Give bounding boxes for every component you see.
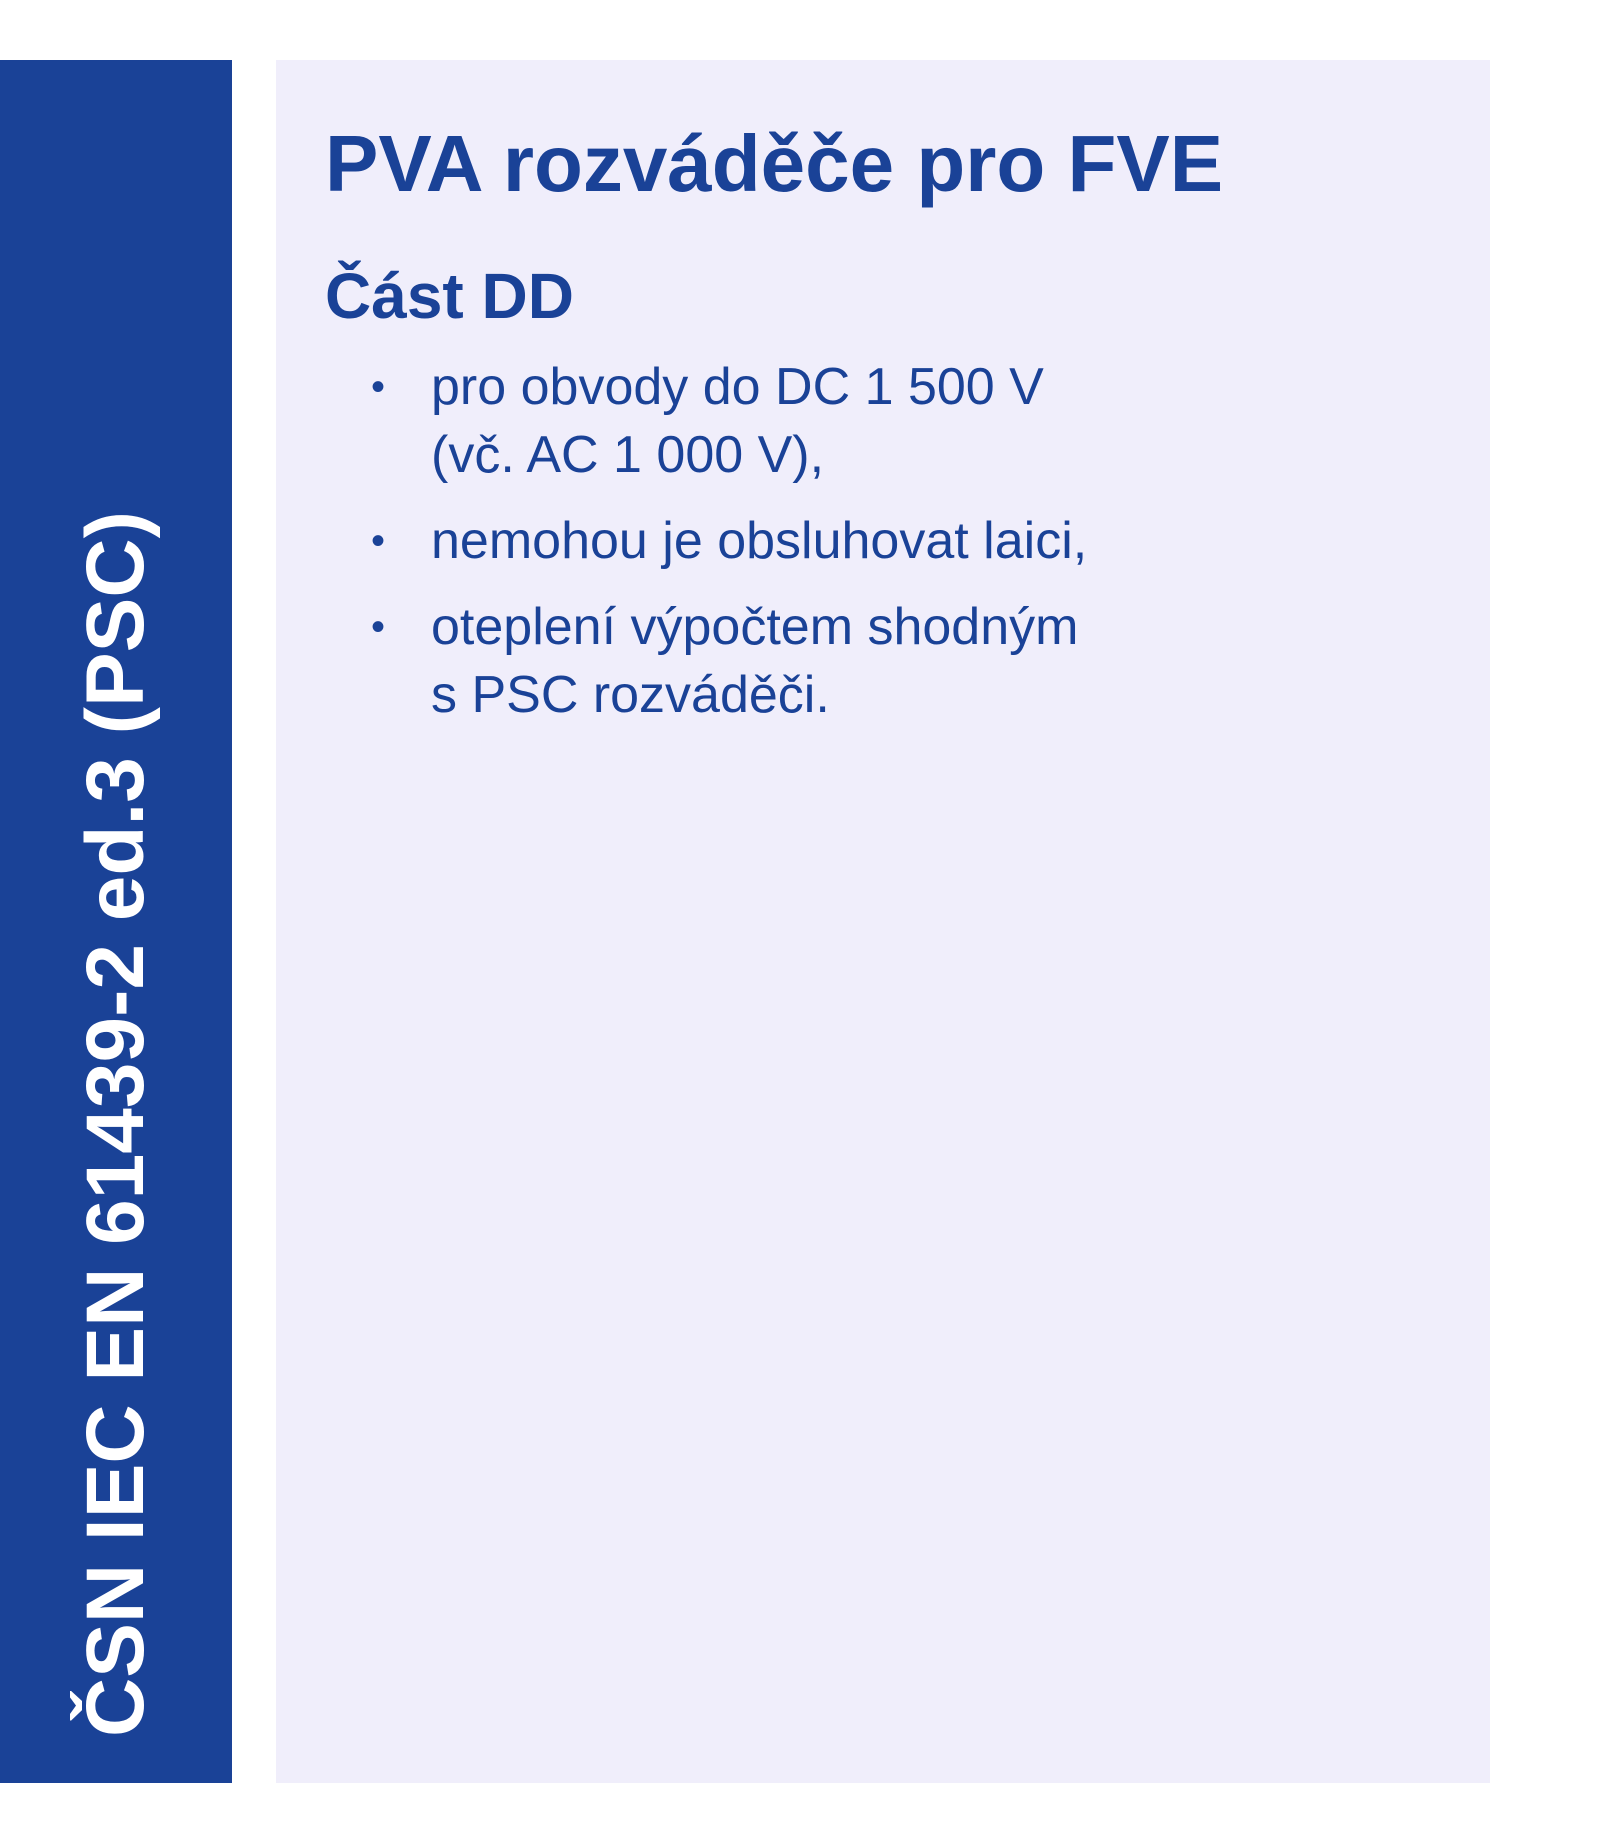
bullet-item — [431, 507, 1331, 575]
bullet-line: (vč. AC 1 000 V), — [431, 426, 825, 484]
bullet-line: • oteplení výpočtem shodným — [431, 598, 1079, 656]
sidebar-label: ČSN IEC EN 61439-2 ed.3 (PSC) — [70, 511, 161, 1737]
bullet-line: • pro obvody do DC 1 500 V — [431, 358, 1044, 416]
content-panel — [276, 60, 1490, 1783]
bullet-line: • nemohou je obsluhovat laici, — [431, 512, 1088, 570]
bullet-line: s PSC rozváděči. — [431, 666, 830, 724]
bullet-item — [431, 353, 1331, 489]
bullet-item — [431, 593, 1331, 729]
slide-title: PVA rozváděče pro FVE — [325, 119, 1224, 208]
slide-subtitle: Část DD — [325, 260, 574, 332]
bullet-list — [431, 353, 1331, 747]
